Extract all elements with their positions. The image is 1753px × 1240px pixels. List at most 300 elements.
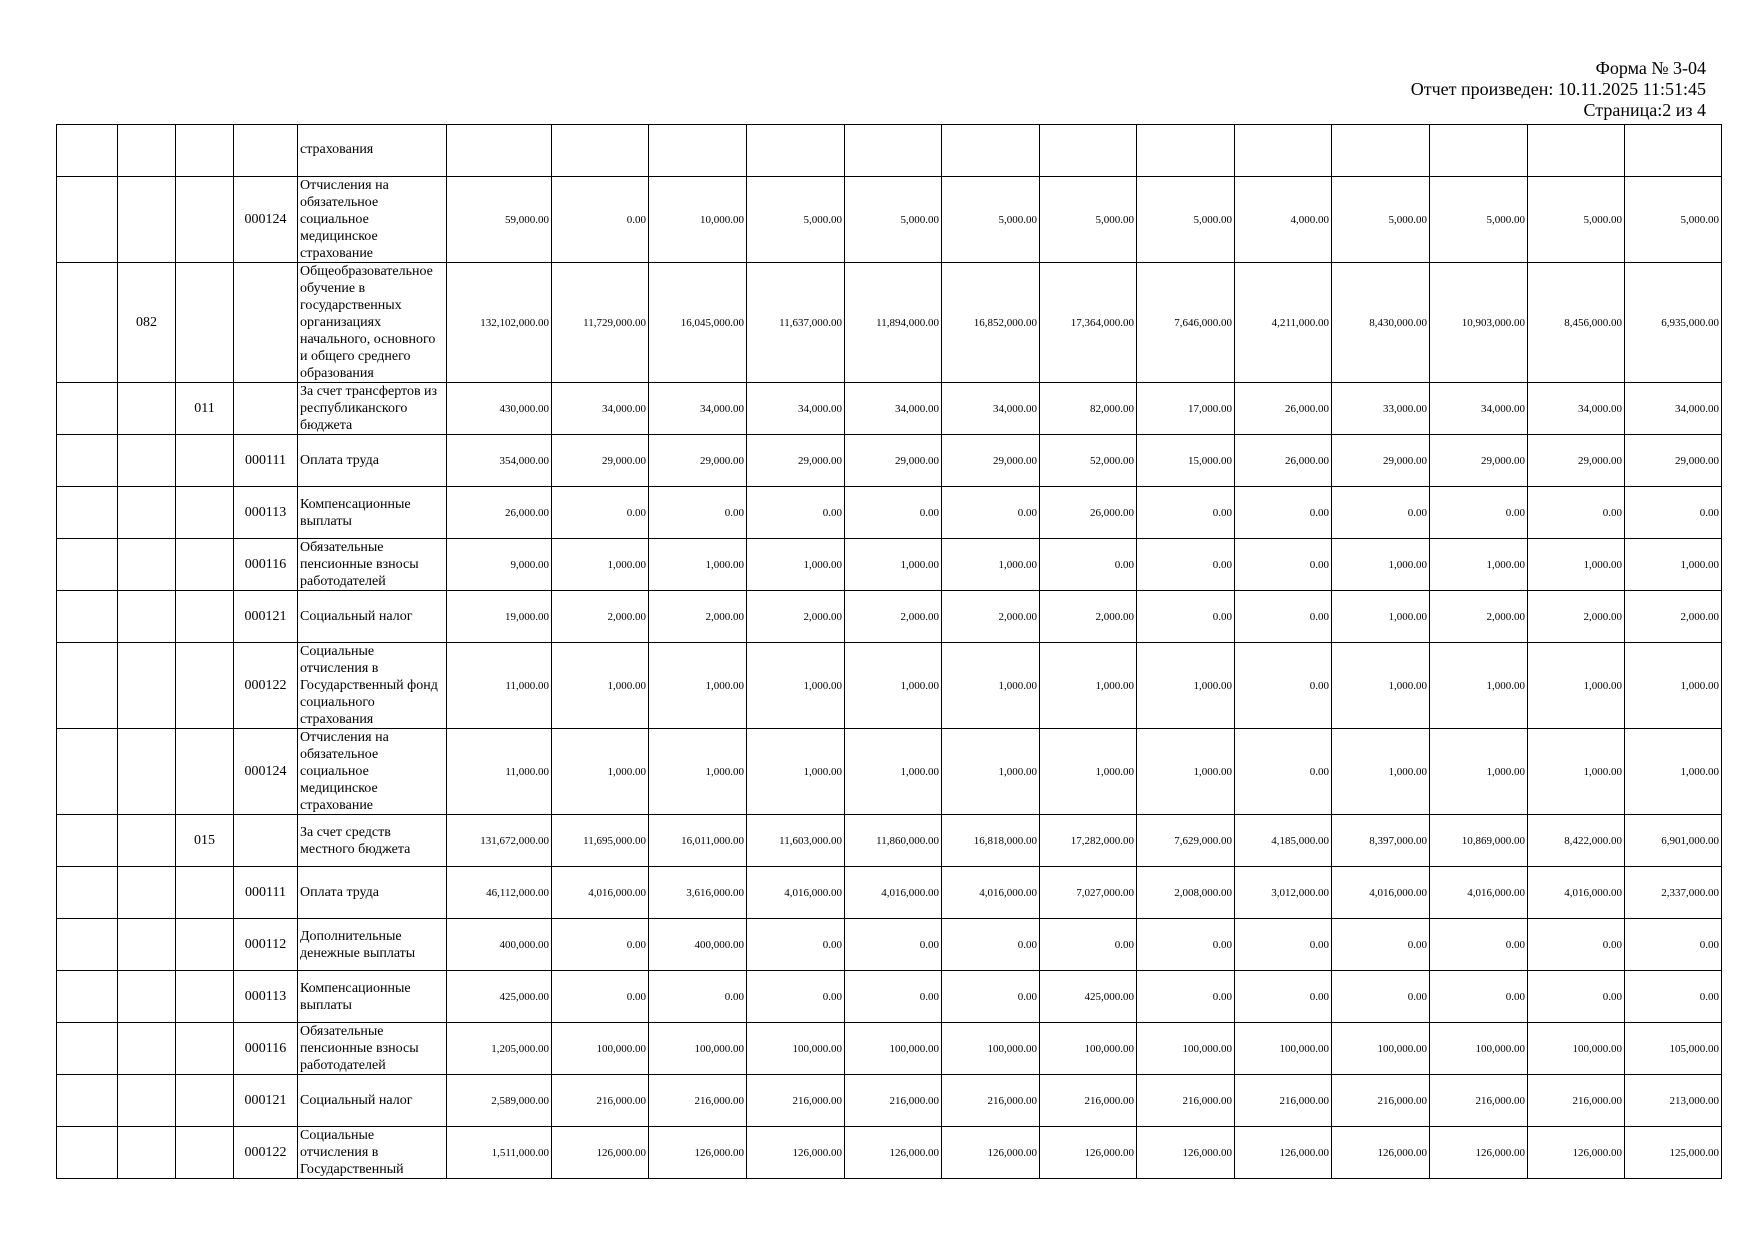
month-value-cell: 0.00 bbox=[552, 177, 649, 263]
month-value-cell: 7,629,000.00 bbox=[1137, 815, 1235, 867]
month-value-cell: 10,000.00 bbox=[649, 177, 747, 263]
month-value-cell: 126,000.00 bbox=[1235, 1127, 1332, 1179]
month-value-cell: 34,000.00 bbox=[552, 383, 649, 435]
specifics-code-cell: 000124 bbox=[234, 729, 298, 815]
subprogram-code-cell bbox=[176, 1075, 234, 1127]
month-value-cell: 16,045,000.00 bbox=[649, 263, 747, 383]
month-value-cell: 29,000.00 bbox=[1430, 435, 1528, 487]
month-value-cell: 1,000.00 bbox=[1528, 643, 1625, 729]
item-name-cell: Оплата труда bbox=[298, 435, 447, 487]
month-value-cell: 0.00 bbox=[552, 487, 649, 539]
specifics-code-cell: 000116 bbox=[234, 1023, 298, 1075]
month-value-cell: 0.00 bbox=[552, 919, 649, 971]
month-value-cell: 11,729,000.00 bbox=[552, 263, 649, 383]
subprogram-code-cell: 015 bbox=[176, 815, 234, 867]
month-value-cell: 1,000.00 bbox=[1332, 729, 1430, 815]
specifics-code-cell: 000122 bbox=[234, 643, 298, 729]
month-value-cell: 0.00 bbox=[1137, 919, 1235, 971]
item-name-cell: Оплата труда bbox=[298, 867, 447, 919]
total-value-cell: 400,000.00 bbox=[447, 919, 552, 971]
program-code-cell bbox=[118, 729, 176, 815]
month-value-cell: 1,000.00 bbox=[1430, 729, 1528, 815]
month-value-cell: 1,000.00 bbox=[1528, 729, 1625, 815]
month-value-cell: 0.00 bbox=[1625, 919, 1722, 971]
month-value-cell: 2,000.00 bbox=[1625, 591, 1722, 643]
month-value-cell: 126,000.00 bbox=[649, 1127, 747, 1179]
month-value-cell: 1,000.00 bbox=[1430, 539, 1528, 591]
month-value-cell: 1,000.00 bbox=[747, 729, 845, 815]
program-code-cell bbox=[118, 1075, 176, 1127]
month-value-cell: 1,000.00 bbox=[747, 643, 845, 729]
month-value-cell: 0.00 bbox=[1528, 919, 1625, 971]
month-value-cell: 216,000.00 bbox=[845, 1075, 942, 1127]
month-value-cell: 5,000.00 bbox=[942, 177, 1040, 263]
month-value-cell: 29,000.00 bbox=[1332, 435, 1430, 487]
program-code-cell bbox=[118, 643, 176, 729]
month-value-cell: 29,000.00 bbox=[747, 435, 845, 487]
month-value-cell: 4,016,000.00 bbox=[1528, 867, 1625, 919]
budget-report-table bbox=[56, 124, 1722, 1179]
program-code-cell bbox=[118, 971, 176, 1023]
month-value-cell: 29,000.00 bbox=[649, 435, 747, 487]
month-value-cell: 0.00 bbox=[1528, 971, 1625, 1023]
month-value-cell: 10,903,000.00 bbox=[1430, 263, 1528, 383]
item-name-cell: Дополнительные денежные выплаты bbox=[298, 919, 447, 971]
month-value-cell: 216,000.00 bbox=[649, 1075, 747, 1127]
subprogram-code-cell bbox=[176, 729, 234, 815]
section-code-cell bbox=[57, 177, 118, 263]
month-value-cell: 4,016,000.00 bbox=[1332, 867, 1430, 919]
month-value-cell: 1,000.00 bbox=[1332, 643, 1430, 729]
month-value-cell: 2,000.00 bbox=[1430, 591, 1528, 643]
specifics-code-cell bbox=[234, 815, 298, 867]
month-value-cell: 2,337,000.00 bbox=[1625, 867, 1722, 919]
month-value-cell: 0.00 bbox=[1235, 919, 1332, 971]
month-value-cell: 1,000.00 bbox=[1137, 643, 1235, 729]
month-value-cell: 216,000.00 bbox=[552, 1075, 649, 1127]
section-code-cell bbox=[57, 591, 118, 643]
month-value-cell: 0.00 bbox=[1235, 643, 1332, 729]
month-value-cell: 8,456,000.00 bbox=[1528, 263, 1625, 383]
month-value-cell: 1,000.00 bbox=[845, 729, 942, 815]
specifics-code-cell: 000122 bbox=[234, 1127, 298, 1179]
specifics-code-cell bbox=[234, 263, 298, 383]
month-value-cell: 1,000.00 bbox=[1625, 643, 1722, 729]
month-value-cell: 6,935,000.00 bbox=[1625, 263, 1722, 383]
month-value-cell: 2,000.00 bbox=[552, 591, 649, 643]
month-value-cell: 7,646,000.00 bbox=[1137, 263, 1235, 383]
specifics-code-cell: 000121 bbox=[234, 1075, 298, 1127]
month-value-cell: 0.00 bbox=[1137, 591, 1235, 643]
month-value-cell: 2,000.00 bbox=[649, 591, 747, 643]
month-value-cell: 0.00 bbox=[942, 971, 1040, 1023]
month-value-cell: 216,000.00 bbox=[747, 1075, 845, 1127]
month-value-cell: 17,000.00 bbox=[1137, 383, 1235, 435]
program-code-cell bbox=[118, 1127, 176, 1179]
month-value-cell: 0.00 bbox=[1332, 971, 1430, 1023]
program-code-cell bbox=[118, 1023, 176, 1075]
month-value-cell: 0.00 bbox=[1332, 919, 1430, 971]
month-value-cell bbox=[1040, 125, 1137, 177]
section-code-cell bbox=[57, 729, 118, 815]
month-value-cell: 16,011,000.00 bbox=[649, 815, 747, 867]
program-code-cell bbox=[118, 815, 176, 867]
program-code-cell bbox=[118, 867, 176, 919]
section-code-cell bbox=[57, 971, 118, 1023]
subprogram-code-cell bbox=[176, 643, 234, 729]
month-value-cell: 100,000.00 bbox=[942, 1023, 1040, 1075]
month-value-cell: 0.00 bbox=[942, 919, 1040, 971]
month-value-cell: 0.00 bbox=[1040, 539, 1137, 591]
month-value-cell: 4,185,000.00 bbox=[1235, 815, 1332, 867]
total-value-cell: 430,000.00 bbox=[447, 383, 552, 435]
month-value-cell: 33,000.00 bbox=[1332, 383, 1430, 435]
month-value-cell: 26,000.00 bbox=[1235, 435, 1332, 487]
item-name-cell: Обязательные пенсионные взносы работодателей bbox=[298, 539, 447, 591]
month-value-cell bbox=[1528, 125, 1625, 177]
total-value-cell: 11,000.00 bbox=[447, 643, 552, 729]
item-name-cell: Компенсационные выплаты bbox=[298, 971, 447, 1023]
month-value-cell: 0.00 bbox=[1137, 487, 1235, 539]
month-value-cell: 425,000.00 bbox=[1040, 971, 1137, 1023]
month-value-cell: 5,000.00 bbox=[1430, 177, 1528, 263]
month-value-cell: 8,422,000.00 bbox=[1528, 815, 1625, 867]
month-value-cell: 0.00 bbox=[552, 971, 649, 1023]
month-value-cell: 0.00 bbox=[942, 487, 1040, 539]
section-code-cell bbox=[57, 383, 118, 435]
program-code-cell bbox=[118, 539, 176, 591]
month-value-cell: 100,000.00 bbox=[1528, 1023, 1625, 1075]
table-row bbox=[57, 125, 1722, 177]
item-name-cell: Общеобразовательное обучение в государственных организациях начального, основного и общего среднего образования bbox=[298, 263, 447, 383]
total-value-cell: 9,000.00 bbox=[447, 539, 552, 591]
specifics-code-cell: 000113 bbox=[234, 971, 298, 1023]
month-value-cell: 34,000.00 bbox=[1625, 383, 1722, 435]
month-value-cell: 216,000.00 bbox=[1040, 1075, 1137, 1127]
table-row bbox=[57, 539, 1722, 591]
month-value-cell: 34,000.00 bbox=[649, 383, 747, 435]
month-value-cell bbox=[552, 125, 649, 177]
month-value-cell: 0.00 bbox=[1430, 919, 1528, 971]
month-value-cell: 3,616,000.00 bbox=[649, 867, 747, 919]
table-row bbox=[57, 1127, 1722, 1179]
month-value-cell bbox=[845, 125, 942, 177]
month-value-cell: 1,000.00 bbox=[552, 539, 649, 591]
month-value-cell: 6,901,000.00 bbox=[1625, 815, 1722, 867]
specifics-code-cell: 000121 bbox=[234, 591, 298, 643]
month-value-cell: 2,000.00 bbox=[1040, 591, 1137, 643]
month-value-cell: 4,211,000.00 bbox=[1235, 263, 1332, 383]
month-value-cell: 216,000.00 bbox=[1235, 1075, 1332, 1127]
month-value-cell: 4,016,000.00 bbox=[845, 867, 942, 919]
form-number: Форма № 3-04 bbox=[1595, 58, 1706, 78]
month-value-cell: 0.00 bbox=[1235, 487, 1332, 539]
item-name-cell: Социальные отчисления в Государственный bbox=[298, 1127, 447, 1179]
report-generated-timestamp: Отчет произведен: 10.11.2025 11:51:45 bbox=[1410, 79, 1706, 99]
month-value-cell: 216,000.00 bbox=[942, 1075, 1040, 1127]
month-value-cell: 1,000.00 bbox=[942, 729, 1040, 815]
subprogram-code-cell bbox=[176, 125, 234, 177]
month-value-cell: 5,000.00 bbox=[747, 177, 845, 263]
item-name-cell: Социальные отчисления в Государственный фонд социального страхования bbox=[298, 643, 447, 729]
report-header bbox=[1411, 58, 1706, 121]
month-value-cell: 5,000.00 bbox=[1528, 177, 1625, 263]
month-value-cell: 126,000.00 bbox=[552, 1127, 649, 1179]
month-value-cell: 0.00 bbox=[1040, 919, 1137, 971]
month-value-cell: 2,000.00 bbox=[1528, 591, 1625, 643]
month-value-cell: 100,000.00 bbox=[1430, 1023, 1528, 1075]
subprogram-code-cell: 011 bbox=[176, 383, 234, 435]
month-value-cell: 3,012,000.00 bbox=[1235, 867, 1332, 919]
month-value-cell: 5,000.00 bbox=[1625, 177, 1722, 263]
month-value-cell: 126,000.00 bbox=[1528, 1127, 1625, 1179]
month-value-cell: 126,000.00 bbox=[1332, 1127, 1430, 1179]
total-value-cell: 132,102,000.00 bbox=[447, 263, 552, 383]
month-value-cell: 11,637,000.00 bbox=[747, 263, 845, 383]
table-row bbox=[57, 177, 1722, 263]
section-code-cell bbox=[57, 643, 118, 729]
program-code-cell bbox=[118, 125, 176, 177]
month-value-cell: 4,016,000.00 bbox=[747, 867, 845, 919]
month-value-cell: 1,000.00 bbox=[747, 539, 845, 591]
specifics-code-cell: 000116 bbox=[234, 539, 298, 591]
subprogram-code-cell bbox=[176, 177, 234, 263]
month-value-cell: 0.00 bbox=[1235, 971, 1332, 1023]
month-value-cell: 34,000.00 bbox=[845, 383, 942, 435]
month-value-cell: 16,818,000.00 bbox=[942, 815, 1040, 867]
month-value-cell: 4,016,000.00 bbox=[1430, 867, 1528, 919]
item-name-cell: Социальный налог bbox=[298, 591, 447, 643]
month-value-cell: 0.00 bbox=[747, 919, 845, 971]
month-value-cell: 0.00 bbox=[845, 919, 942, 971]
subprogram-code-cell bbox=[176, 435, 234, 487]
program-code-cell bbox=[118, 177, 176, 263]
month-value-cell: 17,364,000.00 bbox=[1040, 263, 1137, 383]
month-value-cell: 100,000.00 bbox=[552, 1023, 649, 1075]
table-row bbox=[57, 435, 1722, 487]
month-value-cell: 34,000.00 bbox=[1430, 383, 1528, 435]
item-name-cell: Социальный налог bbox=[298, 1075, 447, 1127]
program-code-cell bbox=[118, 591, 176, 643]
month-value-cell: 1,000.00 bbox=[1528, 539, 1625, 591]
table-row bbox=[57, 729, 1722, 815]
month-value-cell: 1,000.00 bbox=[1430, 643, 1528, 729]
month-value-cell: 11,695,000.00 bbox=[552, 815, 649, 867]
subprogram-code-cell bbox=[176, 539, 234, 591]
total-value-cell: 19,000.00 bbox=[447, 591, 552, 643]
month-value-cell: 126,000.00 bbox=[747, 1127, 845, 1179]
section-code-cell bbox=[57, 539, 118, 591]
month-value-cell: 4,000.00 bbox=[1235, 177, 1332, 263]
month-value-cell: 5,000.00 bbox=[845, 177, 942, 263]
section-code-cell bbox=[57, 1127, 118, 1179]
month-value-cell: 5,000.00 bbox=[1137, 177, 1235, 263]
month-value-cell bbox=[747, 125, 845, 177]
month-value-cell: 1,000.00 bbox=[1332, 591, 1430, 643]
month-value-cell: 15,000.00 bbox=[1137, 435, 1235, 487]
total-value-cell bbox=[447, 125, 552, 177]
month-value-cell: 216,000.00 bbox=[1137, 1075, 1235, 1127]
month-value-cell: 0.00 bbox=[649, 971, 747, 1023]
subprogram-code-cell bbox=[176, 591, 234, 643]
month-value-cell: 4,016,000.00 bbox=[942, 867, 1040, 919]
month-value-cell: 8,430,000.00 bbox=[1332, 263, 1430, 383]
table-row bbox=[57, 919, 1722, 971]
section-code-cell bbox=[57, 867, 118, 919]
section-code-cell bbox=[57, 1023, 118, 1075]
specifics-code-cell bbox=[234, 383, 298, 435]
month-value-cell: 10,869,000.00 bbox=[1430, 815, 1528, 867]
month-value-cell bbox=[1332, 125, 1430, 177]
month-value-cell: 0.00 bbox=[1235, 729, 1332, 815]
month-value-cell: 34,000.00 bbox=[747, 383, 845, 435]
month-value-cell: 4,016,000.00 bbox=[552, 867, 649, 919]
month-value-cell: 125,000.00 bbox=[1625, 1127, 1722, 1179]
total-value-cell: 354,000.00 bbox=[447, 435, 552, 487]
item-name-cell: За счет средств местного бюджета bbox=[298, 815, 447, 867]
month-value-cell: 216,000.00 bbox=[1528, 1075, 1625, 1127]
table-row bbox=[57, 591, 1722, 643]
table-row bbox=[57, 383, 1722, 435]
month-value-cell: 1,000.00 bbox=[1040, 729, 1137, 815]
section-code-cell bbox=[57, 263, 118, 383]
table-row bbox=[57, 1075, 1722, 1127]
month-value-cell: 1,000.00 bbox=[1332, 539, 1430, 591]
specifics-code-cell: 000111 bbox=[234, 435, 298, 487]
program-code-cell: 082 bbox=[118, 263, 176, 383]
month-value-cell: 0.00 bbox=[1430, 971, 1528, 1023]
month-value-cell: 1,000.00 bbox=[1137, 729, 1235, 815]
month-value-cell: 0.00 bbox=[1625, 971, 1722, 1023]
month-value-cell: 5,000.00 bbox=[1332, 177, 1430, 263]
section-code-cell bbox=[57, 435, 118, 487]
month-value-cell: 100,000.00 bbox=[1040, 1023, 1137, 1075]
month-value-cell: 2,000.00 bbox=[747, 591, 845, 643]
item-name-cell: Отчисления на обязательное социальное медицинское страхование bbox=[298, 177, 447, 263]
table-row bbox=[57, 263, 1722, 383]
total-value-cell: 425,000.00 bbox=[447, 971, 552, 1023]
month-value-cell: 29,000.00 bbox=[552, 435, 649, 487]
month-value-cell: 82,000.00 bbox=[1040, 383, 1137, 435]
month-value-cell: 34,000.00 bbox=[942, 383, 1040, 435]
specifics-code-cell: 000124 bbox=[234, 177, 298, 263]
subprogram-code-cell bbox=[176, 1023, 234, 1075]
section-code-cell bbox=[57, 919, 118, 971]
table-row bbox=[57, 487, 1722, 539]
month-value-cell: 1,000.00 bbox=[942, 539, 1040, 591]
item-name-cell: Отчисления на обязательное социальное медицинское страхование bbox=[298, 729, 447, 815]
month-value-cell: 1,000.00 bbox=[649, 539, 747, 591]
specifics-code-cell: 000113 bbox=[234, 487, 298, 539]
month-value-cell: 216,000.00 bbox=[1430, 1075, 1528, 1127]
month-value-cell: 400,000.00 bbox=[649, 919, 747, 971]
month-value-cell: 29,000.00 bbox=[1528, 435, 1625, 487]
month-value-cell: 126,000.00 bbox=[845, 1127, 942, 1179]
month-value-cell: 0.00 bbox=[747, 487, 845, 539]
month-value-cell: 29,000.00 bbox=[1625, 435, 1722, 487]
subprogram-code-cell bbox=[176, 919, 234, 971]
total-value-cell: 1,511,000.00 bbox=[447, 1127, 552, 1179]
total-value-cell: 2,589,000.00 bbox=[447, 1075, 552, 1127]
month-value-cell: 1,000.00 bbox=[649, 643, 747, 729]
table-row bbox=[57, 643, 1722, 729]
month-value-cell: 1,000.00 bbox=[845, 643, 942, 729]
month-value-cell: 1,000.00 bbox=[552, 729, 649, 815]
month-value-cell: 126,000.00 bbox=[1040, 1127, 1137, 1179]
month-value-cell bbox=[942, 125, 1040, 177]
program-code-cell bbox=[118, 487, 176, 539]
month-value-cell: 0.00 bbox=[1625, 487, 1722, 539]
month-value-cell: 0.00 bbox=[1137, 539, 1235, 591]
item-name-cell: За счет трансфертов из республиканского бюджета bbox=[298, 383, 447, 435]
report-table-body bbox=[57, 125, 1722, 1179]
subprogram-code-cell bbox=[176, 1127, 234, 1179]
section-code-cell bbox=[57, 1075, 118, 1127]
page-number: Страница:2 из 4 bbox=[1583, 100, 1706, 120]
month-value-cell: 0.00 bbox=[845, 971, 942, 1023]
table-row bbox=[57, 867, 1722, 919]
program-code-cell bbox=[118, 383, 176, 435]
month-value-cell: 1,000.00 bbox=[1625, 729, 1722, 815]
section-code-cell bbox=[57, 125, 118, 177]
month-value-cell: 100,000.00 bbox=[747, 1023, 845, 1075]
month-value-cell: 5,000.00 bbox=[1040, 177, 1137, 263]
month-value-cell: 11,603,000.00 bbox=[747, 815, 845, 867]
month-value-cell: 34,000.00 bbox=[1528, 383, 1625, 435]
item-name-cell: Компенсационные выплаты bbox=[298, 487, 447, 539]
table-row bbox=[57, 815, 1722, 867]
program-code-cell bbox=[118, 919, 176, 971]
month-value-cell: 7,027,000.00 bbox=[1040, 867, 1137, 919]
subprogram-code-cell bbox=[176, 971, 234, 1023]
month-value-cell: 1,000.00 bbox=[1040, 643, 1137, 729]
month-value-cell: 100,000.00 bbox=[845, 1023, 942, 1075]
month-value-cell: 126,000.00 bbox=[1430, 1127, 1528, 1179]
month-value-cell: 2,000.00 bbox=[845, 591, 942, 643]
month-value-cell bbox=[1430, 125, 1528, 177]
month-value-cell: 213,000.00 bbox=[1625, 1075, 1722, 1127]
month-value-cell: 52,000.00 bbox=[1040, 435, 1137, 487]
month-value-cell: 216,000.00 bbox=[1332, 1075, 1430, 1127]
specifics-code-cell: 000112 bbox=[234, 919, 298, 971]
month-value-cell: 0.00 bbox=[649, 487, 747, 539]
month-value-cell bbox=[649, 125, 747, 177]
month-value-cell: 16,852,000.00 bbox=[942, 263, 1040, 383]
month-value-cell: 17,282,000.00 bbox=[1040, 815, 1137, 867]
month-value-cell: 0.00 bbox=[1332, 487, 1430, 539]
total-value-cell: 26,000.00 bbox=[447, 487, 552, 539]
month-value-cell: 0.00 bbox=[747, 971, 845, 1023]
month-value-cell: 0.00 bbox=[1137, 971, 1235, 1023]
item-name-cell: страхования bbox=[298, 125, 447, 177]
total-value-cell: 131,672,000.00 bbox=[447, 815, 552, 867]
section-code-cell bbox=[57, 487, 118, 539]
month-value-cell: 126,000.00 bbox=[1137, 1127, 1235, 1179]
month-value-cell: 0.00 bbox=[1528, 487, 1625, 539]
month-value-cell: 26,000.00 bbox=[1040, 487, 1137, 539]
month-value-cell: 1,000.00 bbox=[845, 539, 942, 591]
subprogram-code-cell bbox=[176, 263, 234, 383]
month-value-cell: 100,000.00 bbox=[649, 1023, 747, 1075]
month-value-cell: 126,000.00 bbox=[942, 1127, 1040, 1179]
month-value-cell: 11,860,000.00 bbox=[845, 815, 942, 867]
specifics-code-cell bbox=[234, 125, 298, 177]
total-value-cell: 1,205,000.00 bbox=[447, 1023, 552, 1075]
month-value-cell: 1,000.00 bbox=[1625, 539, 1722, 591]
total-value-cell: 46,112,000.00 bbox=[447, 867, 552, 919]
month-value-cell: 11,894,000.00 bbox=[845, 263, 942, 383]
specifics-code-cell: 000111 bbox=[234, 867, 298, 919]
